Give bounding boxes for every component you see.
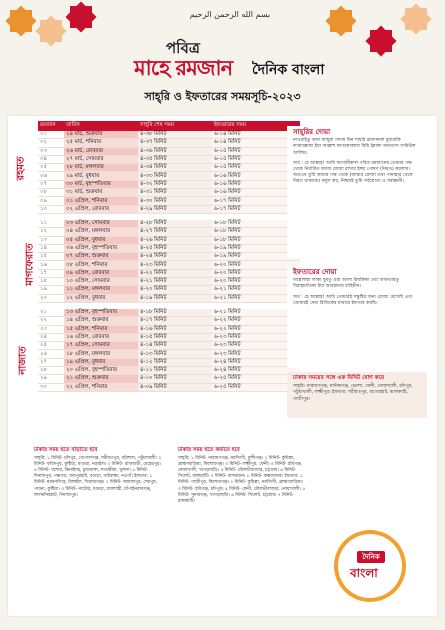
cell-date: ০৩ এপ্রিল, সোমবার (64, 220, 138, 228)
cell-ramjan: ২৫ (38, 342, 64, 350)
bottom-left-block (34, 447, 162, 499)
cell-sahri: ৪-১৮ মিনিট (138, 309, 212, 317)
cell-date: ০৬ এপ্রিল, বৃহস্পতিবার (64, 244, 138, 252)
cell-iftar: ৬-২০ মিনিট (212, 269, 300, 277)
cell-ramjan: ১৮ (38, 278, 64, 286)
cell-ramjan: ১৭ (38, 269, 64, 277)
star-ornament-icon (365, 25, 396, 56)
cell-date: ০২ এপ্রিল, রোববার (64, 205, 138, 213)
cell-iftar: ৬-১৫ মিনিট (212, 164, 300, 172)
table-row (38, 261, 300, 269)
table-row (38, 383, 300, 391)
table-row (38, 189, 300, 197)
schedule-table (38, 121, 300, 392)
cell-ramjan: ২৪ (38, 333, 64, 341)
cell-ramjan: ২৮ (38, 367, 64, 375)
cell-ramjan: ২২ (38, 317, 64, 325)
table-row (38, 375, 300, 383)
cell-ramjan: ০১ (38, 131, 64, 139)
cell-iftar: ৬-১৮ মিনিট (212, 228, 300, 236)
cell-sahri: ৪-২৮ মিনিট (138, 220, 212, 228)
logo-bottom-text: বাংলা (350, 566, 378, 580)
cell-sahri: ৪-২৭ মিনিট (138, 228, 212, 236)
table-row (38, 309, 300, 317)
cell-date: ১০ এপ্রিল, সোমবার (64, 278, 138, 286)
sahri-dua-title: সাহ্‌রির দোয়া (293, 128, 331, 136)
table-row (38, 155, 300, 163)
cell-ramjan: ১১ (38, 220, 64, 228)
star-ornament-icon (65, 1, 96, 32)
dhaka-note-panel (287, 372, 427, 418)
cell-ramjan: ০৮ (38, 189, 64, 197)
page-subtitle: সাহ্‌রি ও ইফতারের সময়সূচি-২০২৩ (144, 90, 301, 103)
brand-name: দৈনিক বাংলা (252, 62, 325, 78)
cell-ramjan: ২৬ (38, 350, 64, 358)
cell-date: ২৬ মার্চ, রোববার (64, 147, 138, 155)
cell-date: ৩০ মার্চ, বৃহস্পতিবার (64, 180, 138, 188)
cell-date: ২০ এপ্রিল, বৃহস্পতিবার (64, 367, 138, 375)
cell-ramjan: ১৯ (38, 286, 64, 294)
cell-sahri: ৪-১২ মিনিট (138, 358, 212, 366)
cell-iftar: ৬-২১ মিনিট (212, 286, 300, 294)
table-row (38, 228, 300, 236)
cell-sahri: ৪-২২ মিনিট (138, 269, 212, 277)
cell-sahri: ৪-১৭ মিনিট (138, 317, 212, 325)
pobitro-label: পবিত্র (166, 39, 200, 57)
cell-ramjan: ২১ (38, 309, 64, 317)
table-row (38, 205, 300, 213)
header-ramjan: রমজান (38, 121, 64, 131)
star-ornament-icon (400, 3, 431, 34)
star-ornament-icon (325, 5, 356, 36)
cell-date: ২১ এপ্রিল, শুক্রবার (64, 375, 138, 383)
cell-ramjan: ১৪ (38, 244, 64, 252)
cell-ramjan: ০৪ (38, 155, 64, 163)
cell-date: ১৬ এপ্রিল, রোববার (64, 333, 138, 341)
bottom-left-text: সাহ্‌রি: ১ মিনিট- চাঁদপুর, গোপালগঞ্জ, শরীয়তপুর, বরিশাল, পটুয়াখালী। ২ মিনিট- ফরিদপুর, কুষ্টিয়া, মাগুরা, নড়াইল। ৩ মিনিট- রাজবাড়ী, মেহেরপুর। ৪ মিনিট- যশোর, ঝিনাইদহ, চুয়াডাঙ্গা, সাতক্ষীরা, খুলনা। ৫ মিনিট- দিনাজপুর, পঞ্চগড়, জয়পুরহাট, বগুড়া, গাইবান্ধা, নওগাঁ। ইফতার: ১ মিনিট- ময়মনসিংহ, টাঙ্গাইল, সিরাজগঞ্জ। ২ মিনিট- জামালপুর, শেরপুর, পাবনা, কুষ্টিয়া। ৩ মিনিট- নাটোর, বগুড়া, রাজশাহী, চাঁপাইনবাবগঞ্জ, লালমনিরহাট, দিনাজপুর। (34, 456, 162, 498)
cell-iftar: ৬-১৯ মিনিট (212, 253, 300, 261)
cell-date: ১৭ এপ্রিল, সোমবার (64, 342, 138, 350)
table-row (38, 253, 300, 261)
cell-sahri: ৪-১১ মিনিট (138, 367, 212, 375)
table-row (38, 317, 300, 325)
cell-date: ২২ এপ্রিল, শনিবার (64, 383, 138, 391)
table-header-row (38, 121, 300, 131)
bottom-mid-block (178, 447, 306, 505)
cell-ramjan: ২০ (38, 294, 64, 302)
cell-date: ৩১ মার্চ, শুক্রবার (64, 189, 138, 197)
cell-iftar: ৬-১৪ মিনিট (212, 131, 300, 139)
cell-date: ২৭ মার্চ, সোমবার (64, 155, 138, 163)
cell-ramjan: ২৯ (38, 375, 64, 383)
table-row (38, 197, 300, 205)
table-row (38, 269, 300, 277)
cell-ramjan: ৩০ (38, 383, 64, 391)
cell-sahri: ৪-১০ মিনিট (138, 375, 212, 383)
cell-date: ০৮ এপ্রিল, শনিবার (64, 261, 138, 269)
cell-sahri: ৪-২০ মিনিট (138, 286, 212, 294)
sahri-dua-text: নাওয়াইতু আন আছুমা গাদাম মিন শাহরি রমাদানাল মুবারাকি ফারদাল্লাকা ইয়া আল্লাহু ফাতাকাব্বাল মিন্নি ইন্নাকা আনতাস সামিউল আলিম। (293, 138, 416, 156)
cell-iftar: ৬-১৭ মিনিট (212, 205, 300, 213)
cell-iftar: ৬-২২ মিনিট (212, 325, 300, 333)
cell-iftar: ৬-২০ মিনিট (212, 278, 300, 286)
cell-iftar: ৬-২২ মিনিট (212, 317, 300, 325)
cell-ramjan: ০৩ (38, 147, 64, 155)
table-row (38, 236, 300, 244)
cell-sahri: ৪-২৯ মিনিট (138, 205, 212, 213)
bottom-mid-title: ঢাকার সময় হতে কমাতে হবে (178, 447, 240, 453)
cell-iftar: ৬-১৯ মিনিট (212, 244, 300, 252)
cell-sahri: ৪-১৪ মিনিট (138, 342, 212, 350)
cell-sahri: ৪-৩৮ মিনিট (138, 131, 212, 139)
cell-iftar: ৬-১৪ মিনিট (212, 139, 300, 147)
cell-ramjan: ২৭ (38, 358, 64, 366)
table-row (38, 350, 300, 358)
cell-date: ২৫ মার্চ, শনিবার (64, 139, 138, 147)
cell-sahri: ৪-২১ মিনিট (138, 278, 212, 286)
bottom-mid-text: সাহ্‌রি: ১ মিনিট- নারায়ণগঞ্জ, নরসিংদী, মুন্সীগঞ্জ। ২ মিনিট- কুমিল্লা, ব্রাহ্মণবাড়িয়া, কিশোরগঞ্জ। ৩ মিনিট- লক্ষ্মীপুর, ফেনী। ৪ মিনিট- হবিগঞ্জ, নোয়াখালী, খাগড়াছড়ি। ৫ মিনিট- মৌলভীবাজার, চট্টগ্রাম। ৬ মিনিট- সিলেট, রাঙ্গামাটি। ৭ মিনিট- বান্দরবান। ৮ মিনিট- কক্সবাজার। ইফতার: ১ মিনিট- গাজীপুর, কিশোরগঞ্জ। ২ মিনিট- কুমিল্লা, নরসিংদী, ব্রাহ্মণবাড়িয়া। ৩ মিনিট- হবিগঞ্জ, চাঁদপুর। ৪ মিনিট- ফেনী, মৌলভীবাজার, নোয়াখালী। ৫ মিনিট- সুনামগঞ্জ, খাগড়াছড়ি। ৬ মিনিট- সিলেট, চট্টগ্রাম। ৭ মিনিট- রাঙ্গামাটি। (178, 456, 306, 504)
table-row (38, 164, 300, 172)
cell-sahri: ৪-১৯ মিনিট (138, 294, 212, 302)
cell-ramjan: ০৬ (38, 172, 64, 180)
cell-date: ২৮ মার্চ, মঙ্গলবার (64, 164, 138, 172)
cell-date: ১৩ এপ্রিল, বৃহস্পতিবার (64, 309, 138, 317)
cell-iftar: ৬-১৫ মিনিট (212, 155, 300, 163)
schedule-table-wrap (20, 121, 282, 392)
cell-date: ০৭ এপ্রিল, শুক্রবার (64, 253, 138, 261)
cell-iftar: ৬-২৪ মিনিট (212, 358, 300, 366)
bismillah: بسم الله الرحمن الرحيم (189, 10, 271, 19)
cell-iftar: ৬-১৮ মিনিট (212, 236, 300, 244)
sahri-dua-meaning: অর্থ : হে আল্লাহ! আমি আগামীকাল পবিত্র রমজানের তোমার পক্ষ থেকে নির্ধারিত ফরজ রোজা রাখার ইচ্ছা পোষণ (নিয়ত) করলাম। অতএব তুমি আমার পক্ষ থেকে (আমার রোজা তথা পানাহার থেকে বিরত থাকাকে) কবুল কর, নিশ্চয়ই তুমি সর্বশ্রোতা ও সর্বজ্ঞানী। (293, 160, 413, 185)
table-row (38, 180, 300, 188)
cell-date: ১৮ এপ্রিল, মঙ্গলবার (64, 350, 138, 358)
table-row (38, 325, 300, 333)
cell-date: ২৪ মার্চ, শুক্রবার (64, 131, 138, 139)
cell-date: ০১ এপ্রিল, শনিবার (64, 197, 138, 205)
cell-iftar: ৬-১৭ মিনিট (212, 197, 300, 205)
table-row (38, 367, 300, 375)
cell-iftar: ৬-২৩ মিনিট (212, 342, 300, 350)
cell-sahri: ৪-৩৫ মিনিট (138, 155, 212, 163)
cell-sahri: ৪-২৫ মিনিট (138, 244, 212, 252)
brand-logo (322, 515, 422, 615)
star-ornament-icon (35, 15, 66, 46)
table-row (38, 244, 300, 252)
cell-ramjan: ১২ (38, 228, 64, 236)
ramadan-schedule-page: بسم الله الرحمن الرحيم পবিত্র মাহে রমজান দৈনিক বাংলা সাহ্‌রি ও ইফতারের সময়সূচি-২০২৩ রহমত মাগফেরাত নাজাত রমজান তারিখ সাহ্‌রি শেষ সময় ইফতারের সময় ০১ ২৪ মার্চ, শুক্রবার ৪-৩৮ মিনিট ৬-১৪ মিনিট ০২ ২৫ মার্চ, শনিবার ৪-৩৭ মিনিট ৬-১৪ মিনিট ০৩ ২৬ মার্চ, রোববার ৪-৩৬ মিনিট ৬-১৫ মিনিট ০৪ ২৭ মার্চ, সোমবার ৪-৩৫ মিনিট ৬-১৫ মিনিট ০৫ ২৮ মার্চ, মঙ্গলবার ৪-৩৪ মিনিট ৬-১৫ মিনিট ০৬ ২৯ মার্চ, বুধবার ৪-৩৩ মিনিট ৬-১৬ মিনিট ০৭ ৩০ মার্চ, বৃহস্পতিবার ৪-৩২ মিনিট ৬-১৬ মিনিট ০৮ ৩১ মার্চ, শুক্রবার ৪-৩১ মিনিট ৬-১৬ মিনিট ০৯ ০১ এপ্রিল, শনিবার ৪-৩০ মিনিট ৬-১৭ মিনিট ১০ ০২ এপ্রিল, রোববার ৪-২৯ মিনিট ৬-১৭ মিনিট ১১ ০৩ এপ্রিল, সোমবার ৪-২৮ মিনিট ৬-১৮ মিনিট ১২ ০৪ এপ্রিল, মঙ্গলবার ৪-২৭ মিনিট ৬-১৮ মিনিট ১৩ ০৫ এপ্রিল, বুধবার ৪-২৬ মিনিট ৬-১৮ মিনিট ১৪ ০৬ এপ্রিল, বৃহস্পতিবার ৪-২৫ মিনিট ৬-১৯ মিনিট ১৫ ০৭ এপ্রিল, শুক্রবার ৪-২৪ মিনিট ৬-১৯ মিনিট ১৬ ০৮ এপ্রিল, শনিবার ৪-২৩ মিনিট ৬-২০ মিনিট ১৭ ০৯ এপ্রিল, রোববার ৪-২২ মিনিট ৬-২০ মিনিট ১৮ ১০ এপ্রিল, সোমবার ৪-২১ মিনিট ৬-২০ মিনিট ১৯ ১১ এপ্রিল, মঙ্গলবার ৪-২০ মিনিট ৬-২১ মিনিট ২০ ১২ এপ্রিল, বুধবার ৪-১৯ মিনিট ৬-২১ মিনিট ২১ ১৩ এপ্রিল, বৃহস্পতিবার ৪-১৮ মিনিট ৬-২১ মিনিট ২২ ১৪ এপ্রিল, শুক্রবার ৪-১৭ মিনিট ৬-২২ মিনিট ২৩ ১৫ এপ্রিল, শনিবার ৪-১৬ মিনিট ৬-২২ মিনিট ২৪ ১৬ এপ্রিল, রোববার ৪-১৫ মিনিট ৬-২৩ মিনিট ২৫ ১৭ এপ্রিল, সোমবার ৪-১৪ মিনিট ৬-২৩ মিনিট ২৬ ১৮ এপ্রিল, মঙ্গলবার ৪-১৩ মিনিট ৬-২৩ মিনিট ২৭ ১৯ এপ্রিল, বুধবার ৪-১২ মিনিট ৬-২৪ মিনিট ২৮ ২০ এপ্রিল, বৃহস্পতিবার ৪-১১ মিনিট ৬-২৪ মিনিট ২৯ ২১ এপ্রিল, শুক্রবার ৪-১০ মিনিট ৬-২৫ মিনিট ৩০ ২২ এপ্রিল, শনিবার ৪-০৯ মিনিট ৬-২৫ মিনিট সাহ্‌রির দোয়া নাওয়াইতু আন আছুমা গাদাম মিন শাহরি রমাদানাল মুবারাকি ফারদাল্লাকা ইয়া আল্লাহু ফাতাকাব্বাল মিন্নি ইন্নাকা আনতাস সামিউল আলিম। অর্থ : হে আল্লাহ! আমি আগামীকাল পবিত্র রমজানের তোমার পক্ষ থেকে নির্ধারিত ফরজ রোজা রাখার ইচ্ছা পোষণ (নিয়ত) করলাম। অতএব তুমি আমার পক্ষ থেকে (আমার রোজা তথা পানাহার থেকে বিরত থাকাকে) কবুল কর, নিশ্চয়ই তুমি সর্বশ্রোতা ও সর্বজ্ঞানী। ইফতারের দোয়া আল্লাহুম্মা লাকা ছুমতু ওয়া আলা রিযক্বিকা ওয়া আফতারতু বিরাহমাতিকা ইয়া আরহামার রাহিমীন। অর্থ : হে আল্লাহ! আমি তোমারই সন্তুষ্টির জন্য রোজা রেখেছি এবং তোমারই দেয়া রিজিকের মাধ্যমে ইফতার করছি। ঢাকার সময়ের সঙ্গে এক মিনিট যোগ করে সাহ্‌রি: নারায়ণগঞ্জ, মানিকগঞ্জ, ভোলা, ফেনী, নোয়াখালী, চাঁদপুর, পটুয়াখালী, লক্ষ্মীপুর। ইফতার: শরীয়তপুর, বাগেরহাট, ঝালকাঠি, গাজীপুর। ঢাকার সময় হতে বাড়াতে হবে সাহ্‌রি: ১ মিনিট- চাঁদপুর, গোপালগঞ্জ, শরীয়তপুর, বরিশাল, পটুয়াখালী। ২ মিনিট- ফরিদপুর, কুষ্টিয়া, মাগুরা, নড়াইল। ৩ মিনিট- রাজবাড়ী, মেহেরপুর। ৪ মিনিট- যশোর, ঝিনাইদহ, চুয়াডাঙ্গা, সাতক্ষীরা, খুলনা। ৫ মিনিট- দিনাজপুর, পঞ্চগড়, জয়পুরহাট, বগুড়া, গাইবান্ধা, নওগাঁ। ইফতার: ১ মিনিট- ময়মনসিংহ, টাঙ্গাইল, সিরাজগঞ্জ। ২ মিনিট- জামালপুর, শেরপুর, পাবনা, কুষ্টিয়া। ৩ মিনিট- নাটোর, বগুড়া, রাজশাহী, চাঁপাইনবাবগঞ্জ, লালমনিরহাট, দিনাজপুর। ঢাকার সময় হতে কমাতে হবে সাহ্‌রি: ১ মিনিট- নারায়ণগঞ্জ, নরসিংদী, মুন্সীগঞ্জ। ২ মিনিট- কুমিল্লা, ব্রাহ্মণবাড়িয়া, কিশোরগঞ্জ। ৩ মিনিট- লক্ষ্মীপুর, ফেনী। ৪ মিনিট- হবিগঞ্জ, নোয়াখালী, খাগড়াছড়ি। ৫ মিনিট- মৌলভীবাজার, চট্টগ্রাম। ৬ মিনিট- সিলেট, রাঙ্গামাটি। ৭ মিনিট- বান্দরবান। ৮ মিনিট- কক্সবাজার। ইফতার: ১ মিনিট- গাজীপুর, কিশোরগঞ্জ। ২ মিনিট- কুমিল্লা, নরসিংদী, ব্রাহ্মণবাড়িয়া। ৩ মিনিট- হবিগঞ্জ, চাঁদপুর। ৪ মিনিট- ফেনী, মৌলভীবাজার, নোয়াখালী। ৫ মিনিট- সুনামগঞ্জ, খাগড়াছড়ি। ৬ মিনিট- সিলেট, চট্টগ্রাম। ৭ মিনিট- রাঙ্গামাটি। দৈনিক বাংলা (0, 0, 445, 630)
cell-date: ০৯ এপ্রিল, রোববার (64, 269, 138, 277)
cell-sahri: ৪-১৫ মিনিট (138, 333, 212, 341)
table-row (38, 358, 300, 366)
cell-ramjan: ১৫ (38, 253, 64, 261)
cell-ramjan: ১০ (38, 205, 64, 213)
table-row (38, 278, 300, 286)
cell-date: ১১ এপ্রিল, মঙ্গলবার (64, 286, 138, 294)
table-row (38, 131, 300, 139)
header-iftar: ইফতারের সময় (212, 121, 300, 131)
cell-date: ১৫ এপ্রিল, শনিবার (64, 325, 138, 333)
cell-iftar: ৬-১৫ মিনিট (212, 147, 300, 155)
iftar-dua-meaning: অর্থ : হে আল্লাহ! আমি তোমারই সন্তুষ্টির জন্য রোজা রেখেছি এবং তোমারই দেয়া রিজিকের মাধ্যমে ইফতার করছি। (293, 294, 413, 306)
table-row (38, 147, 300, 155)
sahri-dua-panel (287, 126, 427, 258)
table-row (38, 220, 300, 228)
cell-sahri: ৪-২৬ মিনিট (138, 236, 212, 244)
header-date: তারিখ (64, 121, 138, 131)
logo-top-text: দৈনিক (357, 551, 385, 563)
table-row (38, 286, 300, 294)
table-row (38, 139, 300, 147)
cell-iftar: ৬-১৬ মিনিট (212, 189, 300, 197)
cell-iftar: ৬-২৩ মিনিট (212, 333, 300, 341)
mahe-ramjan-title: মাহে রমজান (134, 56, 233, 80)
dhaka-note-text: সাহ্‌রি: নারায়ণগঞ্জ, মানিকগঞ্জ, ভোলা, ফেনী, নোয়াখালী, চাঁদপুর, পটুয়াখালী, লক্ষ্মীপুর। ইফতার: শরীয়তপুর, বাগেরহাট, ঝালকাঠি, গাজীপুর। (293, 384, 413, 402)
cell-sahri: ৪-৩৭ মিনিট (138, 139, 212, 147)
cell-ramjan: ১৬ (38, 261, 64, 269)
cell-iftar: ৬-২১ মিনিট (212, 294, 300, 302)
iftar-dua-panel (287, 266, 427, 368)
bottom-left-title: ঢাকার সময় হতে বাড়াতে হবে (34, 447, 98, 453)
cell-date: ২৯ মার্চ, বুধবার (64, 172, 138, 180)
cell-sahri: ৪-৩২ মিনিট (138, 180, 212, 188)
table-row (38, 172, 300, 180)
cell-iftar: ৬-১৬ মিনিট (212, 180, 300, 188)
cell-ramjan: ০৭ (38, 180, 64, 188)
iftar-dua-title: ইফতারের দোয়া (293, 268, 337, 276)
table-row (38, 294, 300, 302)
cell-iftar: ৬-২৫ মিনিট (212, 383, 300, 391)
cell-ramjan: ২৩ (38, 325, 64, 333)
cell-sahri: ৪-৩৩ মিনিট (138, 172, 212, 180)
cell-sahri: ৪-৩১ মিনিট (138, 189, 212, 197)
cell-iftar: ৬-২৩ মিনিট (212, 350, 300, 358)
cell-sahri: ৪-৩০ মিনিট (138, 197, 212, 205)
cell-iftar: ৬-১৬ মিনিট (212, 172, 300, 180)
cell-date: ১৯ এপ্রিল, বুধবার (64, 358, 138, 366)
table-row (38, 342, 300, 350)
star-ornament-icon (5, 5, 36, 36)
cell-iftar: ৬-২০ মিনিট (212, 261, 300, 269)
cell-iftar: ৬-২৪ মিনিট (212, 367, 300, 375)
cell-sahri: ৪-২৪ মিনিট (138, 253, 212, 261)
cell-ramjan: ০৫ (38, 164, 64, 172)
cell-sahri: ৪-৩৪ মিনিট (138, 164, 212, 172)
table-row (38, 333, 300, 341)
cell-ramjan: ০২ (38, 139, 64, 147)
iftar-dua-text: আল্লাহুম্মা লাকা ছুমতু ওয়া আলা রিযক্বিকা ওয়া আফতারতু বিরাহমাতিকা ইয়া আরহামার রাহিমীন। (293, 278, 400, 290)
cell-sahri: ৪-১৩ মিনিট (138, 350, 212, 358)
cell-iftar: ৬-১৮ মিনিট (212, 220, 300, 228)
schedule-table-body (38, 131, 300, 391)
cell-date: ০৪ এপ্রিল, মঙ্গলবার (64, 228, 138, 236)
cell-sahri: ৪-০৯ মিনিট (138, 383, 212, 391)
cell-sahri: ৪-৩৬ মিনিট (138, 147, 212, 155)
dhaka-note-title: ঢাকার সময়ের সঙ্গে এক মিনিট যোগ করে (293, 375, 385, 381)
cell-iftar: ৬-২৫ মিনিট (212, 375, 300, 383)
cell-date: ১৪ এপ্রিল, শুক্রবার (64, 317, 138, 325)
cell-iftar: ৬-২১ মিনিট (212, 309, 300, 317)
header-sahri: সাহ্‌রি শেষ সময় (138, 121, 212, 131)
cell-sahri: ৪-১৬ মিনিট (138, 325, 212, 333)
cell-ramjan: ১৩ (38, 236, 64, 244)
cell-sahri: ৪-২৩ মিনিট (138, 261, 212, 269)
cell-ramjan: ০৯ (38, 197, 64, 205)
cell-date: ০৫ এপ্রিল, বুধবার (64, 236, 138, 244)
cell-date: ১২ এপ্রিল, বুধবার (64, 294, 138, 302)
